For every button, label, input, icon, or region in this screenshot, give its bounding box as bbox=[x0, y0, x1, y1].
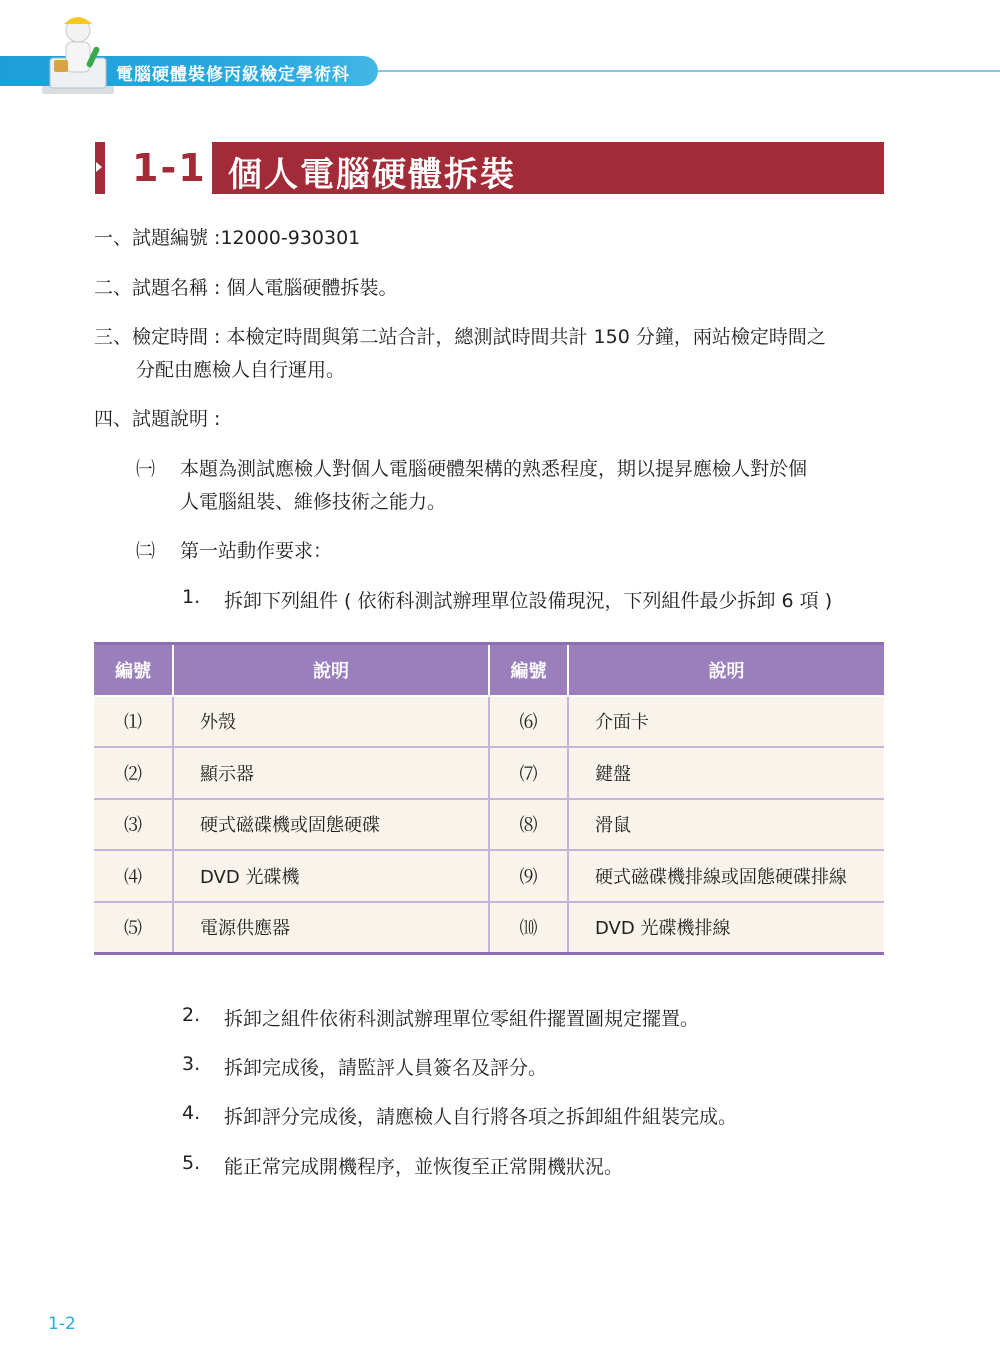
header-rule bbox=[360, 70, 1000, 72]
header-description-left: 說明 bbox=[173, 644, 489, 696]
cell-description: 滑鼠 bbox=[568, 799, 884, 851]
table-row bbox=[94, 850, 884, 902]
step-5-text: 能正常完成開機程序，並恢復至正常開機狀況。 bbox=[224, 1156, 624, 1178]
table-row bbox=[94, 902, 884, 954]
page-number: 1-2 bbox=[48, 1314, 76, 1334]
table-row bbox=[94, 799, 884, 851]
cell-number: ⑶ bbox=[94, 799, 173, 851]
cell-description: 電源供應器 bbox=[173, 902, 489, 954]
sub-item-2-mark: ㈡ bbox=[136, 540, 156, 562]
step-3-text: 拆卸完成後，請監評人員簽名及評分。 bbox=[224, 1057, 548, 1079]
table-row bbox=[94, 696, 884, 748]
cell-description: 硬式磁碟機排線或固態硬碟排線 bbox=[568, 850, 884, 902]
cell-number: ⑽ bbox=[489, 902, 568, 954]
sub-item-1-line1: 本題為測試應檢人對個人電腦硬體架構的熟悉程度，期以提昇應檢人對於個 bbox=[180, 458, 808, 480]
step-4-text: 拆卸評分完成後，請應檢人自行將各項之拆卸組件組裝完成。 bbox=[224, 1106, 738, 1128]
step-2-text: 拆卸之組件依術科測試辦理單位零組件擺置圖規定擺置。 bbox=[224, 1008, 700, 1030]
header-title: 電腦硬體裝修丙級檢定學術科 bbox=[116, 65, 350, 85]
step-2-mark: 2. bbox=[182, 1004, 201, 1026]
cell-number: ⑺ bbox=[489, 747, 568, 799]
section-arrow-icon bbox=[96, 162, 102, 172]
item-exam-time-line1: 三、檢定時間 : 本檢定時間與第二站合計，總測試時間共計 150 分鐘，兩站檢定時間之 bbox=[94, 326, 826, 348]
cell-number: ⑼ bbox=[489, 850, 568, 902]
cell-number: ⑵ bbox=[94, 747, 173, 799]
item-exam-description: 四、試題說明 : bbox=[94, 408, 221, 430]
step-3-mark: 3. bbox=[182, 1053, 201, 1075]
item-exam-name: 二、試題名稱 : 個人電腦硬體拆裝。 bbox=[94, 277, 398, 299]
section-title: 個人電腦硬體拆裝 bbox=[228, 155, 516, 195]
step-1-text: 拆卸下列組件 ( 依術科測試辦理單位設備現況，下列組件最少拆卸 6 項 ) bbox=[224, 590, 833, 612]
components-table bbox=[94, 642, 884, 955]
cell-description: DVD 光碟機 bbox=[173, 850, 489, 902]
header-number-left: 編號 bbox=[94, 644, 173, 696]
table-row bbox=[94, 747, 884, 799]
sub-item-2-text: 第一站動作要求： bbox=[180, 540, 333, 562]
sub-item-1-line2: 人電腦組裝、維修技術之能力。 bbox=[180, 491, 447, 513]
cell-number: ⑹ bbox=[489, 696, 568, 748]
section-number: 1-1 bbox=[132, 146, 207, 190]
cell-number: ⑸ bbox=[94, 902, 173, 954]
cell-description: 顯示器 bbox=[173, 747, 489, 799]
step-1-mark: 1. bbox=[182, 586, 201, 608]
cell-number: ⑴ bbox=[94, 696, 173, 748]
step-5-mark: 5. bbox=[182, 1152, 201, 1174]
item-exam-code: 一、試題編號 :12000-930301 bbox=[94, 227, 361, 249]
cell-description: 介面卡 bbox=[568, 696, 884, 748]
cell-description: 外殼 bbox=[173, 696, 489, 748]
cell-description: 硬式磁碟機或固態硬碟 bbox=[173, 799, 489, 851]
header-description-right: 說明 bbox=[568, 644, 884, 696]
cell-description: DVD 光碟機排線 bbox=[568, 902, 884, 954]
cell-number: ⑻ bbox=[489, 799, 568, 851]
cell-number: ⑷ bbox=[94, 850, 173, 902]
header-number-right: 編號 bbox=[489, 644, 568, 696]
cell-description: 鍵盤 bbox=[568, 747, 884, 799]
technician-mascot-icon bbox=[36, 8, 120, 102]
table-header-row bbox=[94, 644, 884, 696]
item-exam-time-line2: 分配由應檢人自行運用。 bbox=[136, 359, 346, 381]
sub-item-1-mark: ㈠ bbox=[136, 458, 156, 480]
step-4-mark: 4. bbox=[182, 1102, 201, 1124]
